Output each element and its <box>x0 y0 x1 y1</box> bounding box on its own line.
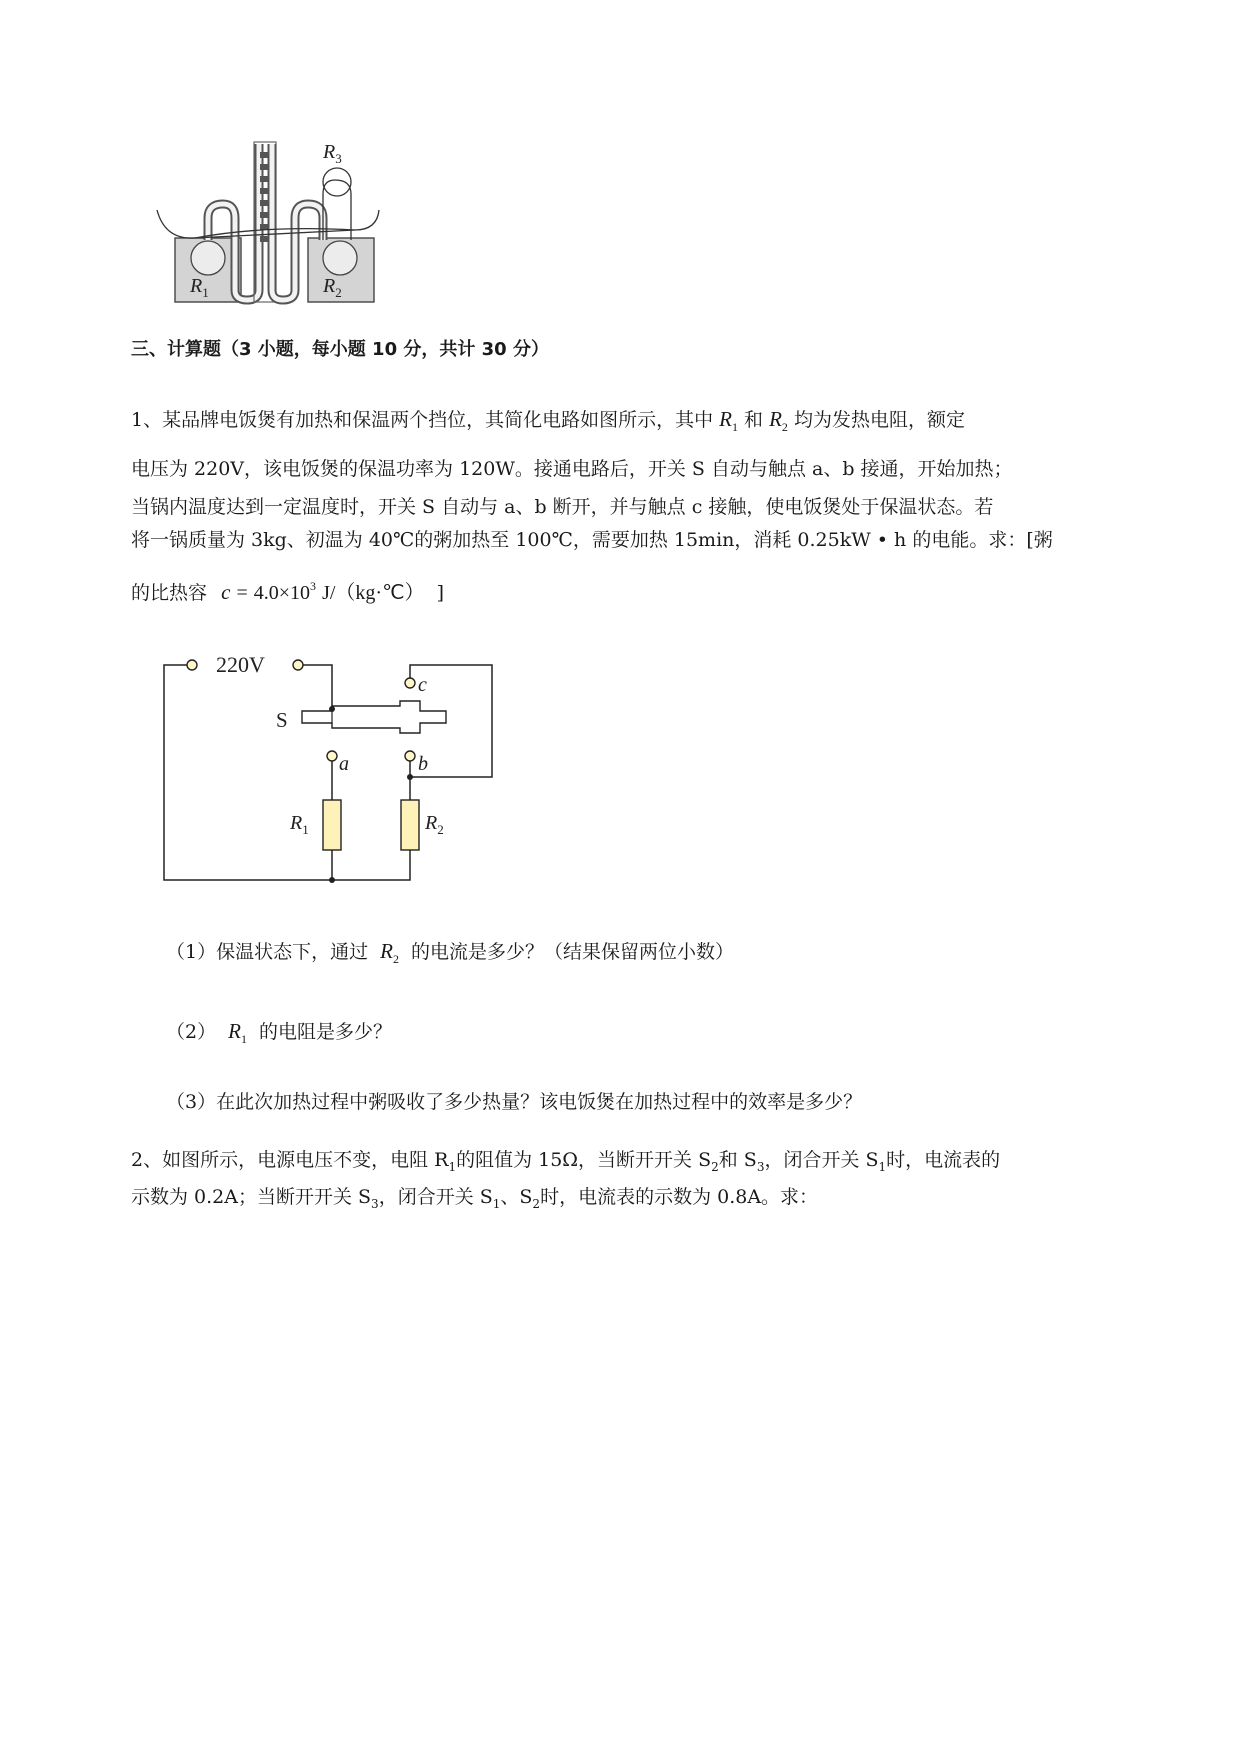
q1-sub2: （2） $R_1$ 的电阻是多少？ <box>166 1019 393 1046</box>
terminal-right <box>293 660 303 670</box>
voltage-label: 220V <box>216 652 265 677</box>
rice-cooker-circuit <box>150 645 510 890</box>
r3-label: $R_3$ <box>323 141 342 166</box>
q2-line1: 2、如图所示，电源电压不变，电阻 $R_1$的阻值为 15Ω，当断开开关 $S_2$和 $S_3$，闭合开关 $S_1$时，电流表的 <box>131 1149 1001 1174</box>
q1-sub1: （1）保温状态下，通过 $R_2$ 的电流是多少？（结果保留两位小数） <box>166 939 735 966</box>
q1-line1: 1、某品牌电饭煲有加热和保温两个挡位，其简化电路如图所示，其中 $R_1$ 和 $R_2$ 均为发热电阻，额定 <box>131 407 965 434</box>
r1-symbol: $R_1$ <box>719 407 738 434</box>
r2-symbol-sub1: $R_2$ <box>380 939 399 966</box>
u-tube-apparatus-figure <box>155 140 385 310</box>
section-heading: 三、计算题（3 小题，每小题 10 分，共计 30 分） <box>131 339 549 360</box>
contact-c <box>405 678 415 688</box>
specific-heat-symbol: c <box>221 580 231 604</box>
left-bulb <box>191 241 225 275</box>
equals-sign: = <box>236 582 248 604</box>
q1-line4: 将一锅质量为 3kg、初温为 40℃的粥加热至 100℃，需要加热 15min，消耗 0.25kW • h 的电能。求：[粥 <box>131 529 1053 551</box>
r2-circuit-label: $R_2$ <box>425 812 444 837</box>
contact-b <box>405 751 415 761</box>
q1-line3: 当锅内温度达到一定温度时，开关 S 自动与 a、b 断开，并与触点 c 接触，使电饭煲处于保温状态。若 <box>131 496 994 518</box>
r2-symbol: $R_2$ <box>769 407 788 434</box>
q1-sub3: （3）在此次加热过程中粥吸收了多少热量？该电饭煲在加热过程中的效率是多少？ <box>166 1091 863 1113</box>
terminal-left <box>187 660 197 670</box>
switch-label: S <box>276 708 288 732</box>
resistor-r1 <box>323 800 341 850</box>
r1-symbol-sub2: $R_1$ <box>228 1019 247 1046</box>
right-bulb <box>323 241 357 275</box>
contact-a-label: a <box>339 753 349 775</box>
specific-heat-unit: J/（kg·℃） <box>322 582 425 604</box>
q1-line5: 的比热容 $c = 4.0\times 10^3$ J/（kg·℃） ] <box>131 579 445 604</box>
q1-line2: 电压为 220V，该电饭煲的保温功率为 120W。接通电路后，开关 S 自动与触点 a、b 接通，开始加热； <box>131 458 1013 480</box>
switch-bar <box>302 701 446 733</box>
contact-c-label: c <box>418 674 427 696</box>
q2-line2: 示数为 0.2A；当断开开关 $S_3$，闭合开关 $S_1$、$S_2$时，电流表的示数为 0.8A。求： <box>131 1186 819 1211</box>
r1-label: $R_1$ <box>190 275 209 300</box>
specific-heat-value: $4.0\times 10^3$ <box>253 579 317 604</box>
r1-circuit-label: $R_1$ <box>290 812 309 837</box>
resistor-r2 <box>401 800 419 850</box>
r2-label: $R_2$ <box>323 275 342 300</box>
contact-a <box>327 751 337 761</box>
contact-b-label: b <box>418 753 428 775</box>
